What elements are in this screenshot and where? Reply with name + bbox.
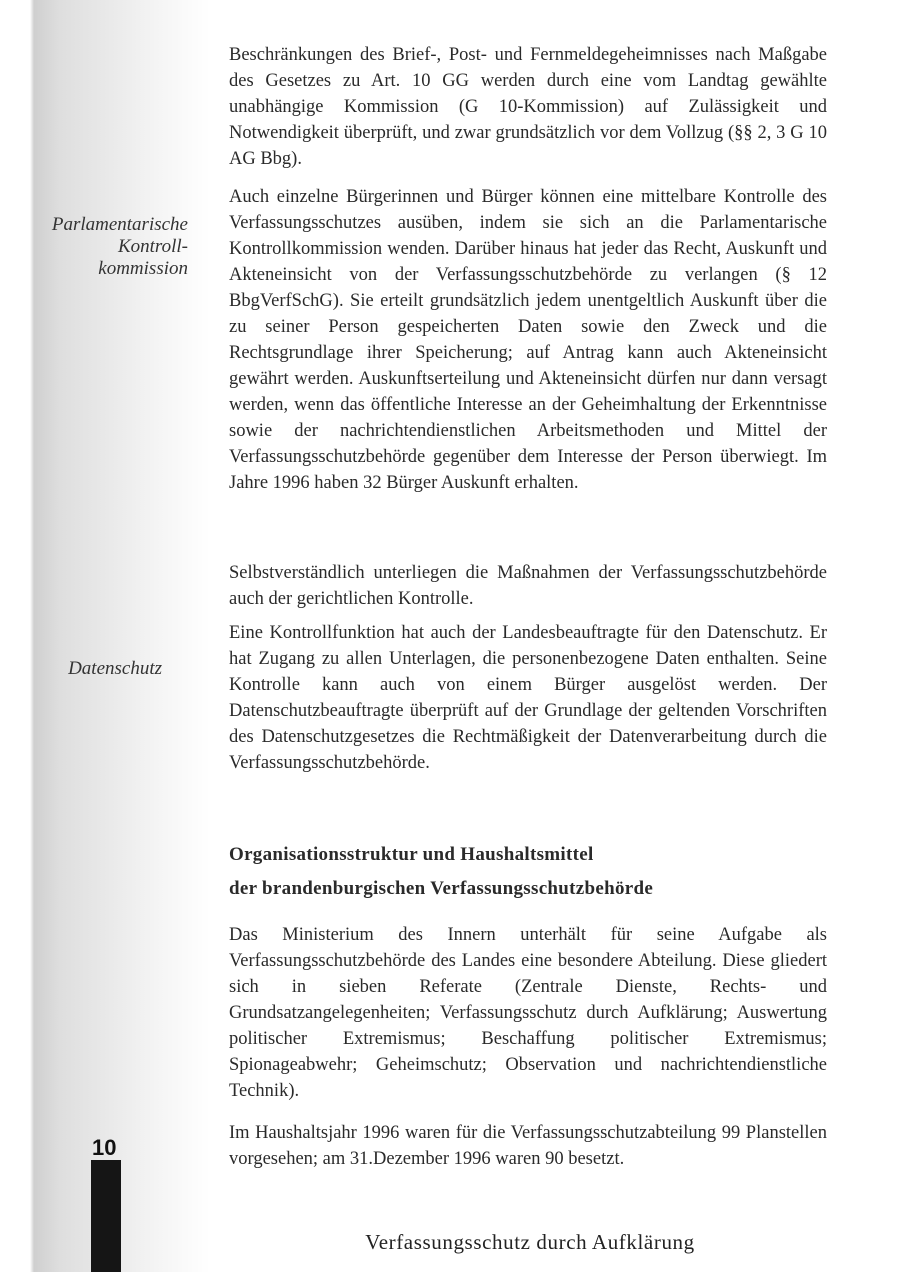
- margin-strip: [0, 0, 210, 1272]
- margin-note-line: Kontroll-: [117, 236, 188, 257]
- section-heading-line-2: der brandenburgischen Verfassungsschutzbehörde: [229, 878, 654, 899]
- paragraph-buerger-kontrolle: Auch einzelne Bürgerinnen und Bürger können eine mittelbare Kontrolle des Verfassungsschutzes ausüben, indem sie sich an die Parlamentarische Kontrollkommission wenden. Darüber hinaus hat jeder das Recht, Auskunft und Akteneinsicht von der Verfassungsschutzbehörde zu verlangen (§ 12 BbgVerfSchG). Sie erteilt grundsätzlich jedem unentgeltlich Auskunft über die zu seiner Person gespeicherten Daten sowie den Zweck und die Rechtsgrundlage ihrer Speicherung; auf Antrag kann auch Akteneinsicht gewährt werden. Auskunftserteilung und Akteneinsicht dürfen nur dann versagt werden, wenn das öffentliche Interesse an der Geheimhaltung der Erkenntnisse sowie der nachrichtendienstlichen Arbeitsmethoden und Mittel der Verfassungsschutzbehörde gegenüber dem Interesse der Person überwiegt. Im Jahre 1996 haben 32 Bürger Auskunft erhalten.: [229, 187, 827, 493]
- margin-note-kontrollkommission: [20, 214, 188, 280]
- page-number-bar: [91, 1160, 121, 1272]
- paragraph-datenschutz: Eine Kontrollfunktion hat auch der Landesbeauftragte für den Datenschutz. Er hat Zugang zu allen Unterlagen, die personenbezogene Daten enthalten. Seine Kontrolle kann auch von einem Bürger ausgelöst werden. Der Datenschutzbeauftragte überprüft auf der Grundlage der geltenden Vorschriften des Datenschutzgesetzes die Rechtmäßigkeit der Datenverarbeitung durch die Verfassungsschutzbehörde.: [229, 623, 827, 773]
- page-number: 10: [92, 1135, 117, 1160]
- paragraph-gerichtliche-kontrolle: Selbstverständlich unterliegen die Maßnahmen der Verfassungsschutzbehörde auch der gerichtlichen Kontrolle.: [229, 563, 827, 609]
- paragraph-haushalt: Im Haushaltsjahr 1996 waren für die Verfassungsschutzabteilung 99 Planstellen vorgesehen; am 31.Dezember 1996 waren 90 besetzt.: [229, 1123, 827, 1169]
- margin-note-line: kommission: [98, 258, 188, 279]
- margin-note-datenschutz: Datenschutz: [68, 658, 162, 679]
- margin-note-line: Parlamentarische: [51, 214, 188, 235]
- page-footer: Verfassungsschutz durch Aufklärung: [365, 1230, 695, 1254]
- section-heading-line-1: Organisationsstruktur und Haushaltsmittel: [229, 844, 594, 865]
- paragraph-organisation: Das Ministerium des Innern unterhält für seine Aufgabe als Verfassungsschutzbehörde des Landes eine besondere Abteilung. Diese gliedert sich in sieben Referate (Zentrale Dienste, Rechts- und Grundsatzangelegenheiten; Verfassungsschutz durch Aufklärung; Auswertung politischer Extremismus; Beschaffung politischer Extremismus; Spionageabwehr; Geheimschutz; Observation und nachrichtendienstliche Technik).: [229, 925, 827, 1101]
- paragraph-g10-kommission: Beschränkungen des Brief-, Post- und Fernmeldegeheimnisses nach Maßgabe des Gesetzes zu Art. 10 GG werden durch eine vom Landtag gewählte unabhängige Kommission (G 10-Kommission) auf Zulässigkeit und Notwendigkeit überprüft, und zwar grundsätzlich vor dem Vollzug (§§ 2, 3 G 10 AG Bbg).: [229, 45, 827, 169]
